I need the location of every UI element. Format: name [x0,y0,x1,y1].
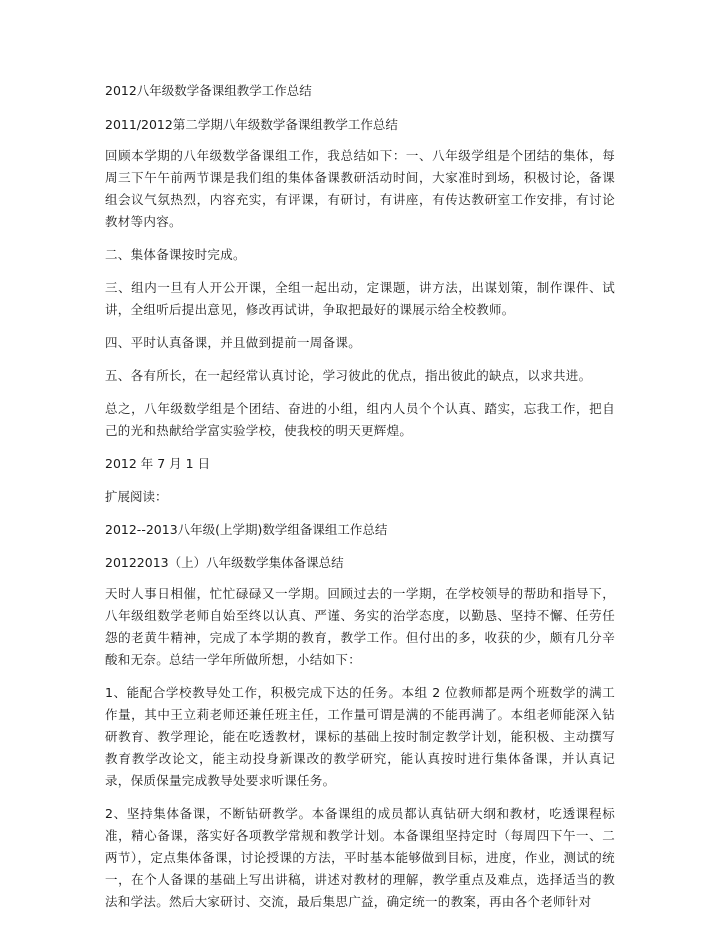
extended-subtitle: 20122013（上）八年级数学集体备课总结 [105,555,344,570]
extended-paragraph-1: 1、能配合学校教导处工作，积极完成下达的任务。本组 2 位教师都是两个班数学的满工作量，其中王立莉老师还兼任班主任，工作量可谓是满的不能再满了。本组老师能深入钻研教育、教学理论，能在吃透教材，课标的基础上按时制定教学计划，能积极、主动撰写教育教学改论文，能主动投身新课改的教学研究，能认真按时进行集体备课，并认真记录，保质保量完成教导处要求听课任务。 [105,685,615,788]
paragraph-item-5: 五、各有所长，在一起经常认真讨论，学习彼此的优点，指出彼此的缺点，以求共进。 [105,368,592,383]
paragraph-summary: 总之，八年级数学组是个团结、奋进的小组，组内人员个个认真、踏实，忘我工作，把自己的光和热献给学富实验学校，使我校的明天更辉煌。 [105,401,615,438]
document-date: 2012 年 7 月 1 日 [105,456,211,471]
document-page [105,80,615,913]
extended-paragraph-2: 2、坚持集体备课，不断钻研教学。本备课组的成员都认真钻研大纲和教材，吃透课程标准，精心备课，落实好各项教学常规和教学计划。本备课组坚持定时（每周四下午一、二两节），定点集体备课，讨论授课的方法，平时基本能够做到目标，进度，作业，测试的统一，在个人备课的基础上写出讲稿，讲述对教材的理解，教学重点及难点，选择适当的教法和学法。然后大家研讨、交流，最后集思广益，确定统一的教案，再由各个老师针对 [105,806,615,909]
extended-paragraph-intro: 天时人事日相催，忙忙碌碌又一学期。回顾过去的一学期，在学校领导的帮助和指导下，八年级组数学老师自始至终以认真、严谨、务实的治学态度，以勤恳、坚持不懈、任劳任怨的老黄牛精神，完成了本学期的教育，教学工作。但付出的多，收获的少，颇有几分辛酸和无奈。总结一学年所做所想，小结如下： [105,586,615,667]
extended-title: 2012--2013八年级(上学期)数学组备课组工作总结 [105,522,388,537]
document-title: 2012八年级数学备课组教学工作总结 [105,83,312,98]
paragraph-item-4: 四、平时认真备课，并且做到提前一周备课。 [105,335,362,350]
extended-reading-label: 扩展阅读： [105,489,168,504]
document-subtitle: 2011/2012第二学期八年级数学备课组教学工作总结 [105,117,398,132]
paragraph-item-3: 三、组内一旦有人开公开课，全组一起出动，定课题，讲方法，出谋划策，制作课件、试讲，全组听后提出意见，修改再试讲，争取把最好的课展示给全校教师。 [105,280,615,317]
paragraph-item-2: 二、集体备课按时完成。 [105,247,246,262]
paragraph-review: 回顾本学期的八年级数学备课组工作，我总结如下：一、八年级学组是个团结的集体，每周三下午午前两节课是我们组的集体备课教研活动时间，大家准时到场，积极讨论，备课组会议气氛热烈，内容充实，有评课，有研讨，有讲座，有传达教研室工作安排，有讨论教材等内容。 [105,148,615,229]
